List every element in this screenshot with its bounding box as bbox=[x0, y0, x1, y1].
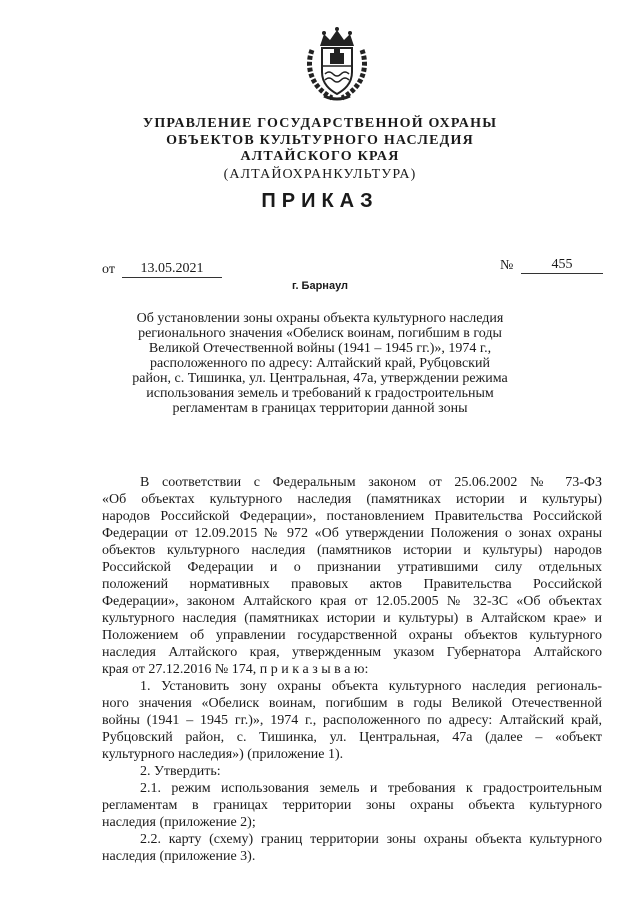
org-name-line-2: ОБЪЕКТОВ КУЛЬТУРНОГО НАСЛЕДИЯ bbox=[166, 133, 474, 148]
body-line: края от 27.12.2016 № 174, п р и к а з ы в а ю: bbox=[102, 662, 369, 677]
title-line: регламентам в границах территории данной зоны bbox=[172, 401, 468, 416]
body-line: объектов культурного наследия (памятников истории и культуры) народов bbox=[102, 543, 602, 558]
date-label: от bbox=[102, 262, 115, 277]
body-line: 2.2. карту (схему) границ территории зоны охраны объекта культурного bbox=[140, 832, 602, 847]
body-line: «Об объектах культурного наследия (памятниках истории и культуры) bbox=[102, 492, 602, 507]
body-line: культурного наследия») (приложение 1). bbox=[102, 747, 344, 762]
title-line: регионального значения «Обелиск воинам, погибшим в годы bbox=[138, 326, 502, 341]
body-line: Федерации», законом Алтайского края от 12.05.2005 № 32-ЗС «Об объектах bbox=[102, 594, 602, 609]
body-line: 2. Утвердить: bbox=[140, 764, 221, 779]
altai-krai-coat-of-arms-icon bbox=[302, 26, 372, 102]
body-line: 1. Установить зону охраны объекта культурного наследия региональ- bbox=[140, 679, 602, 694]
document-number: 455 bbox=[521, 256, 603, 274]
body-line: народов Российской Федерации», постановлением Правительства Российской bbox=[102, 509, 602, 524]
document-type-title: ПРИКАЗ bbox=[261, 190, 379, 212]
org-name-line-1: УПРАВЛЕНИЕ ГОСУДАРСТВЕННОЙ ОХРАНЫ bbox=[142, 116, 498, 131]
body-line: регламентам в границах территории зоны охраны объекта культурного bbox=[102, 798, 602, 813]
title-line: район, с. Тишинка, ул. Центральная, 47а, утверждении режима bbox=[132, 371, 508, 386]
body-line: наследия (приложение 2); bbox=[102, 815, 256, 830]
body-line: культурного наследия (памятниках истории и культуры) в Алтайском крае» и bbox=[102, 611, 602, 626]
body-line: 2.1. режим использования земель и требования к градостроительным bbox=[140, 781, 602, 796]
title-line: использования земель и требований к градостроительным bbox=[146, 386, 494, 401]
body-line: наследия (приложение 3). bbox=[102, 849, 256, 864]
body-line: В соответствии с Федеральным законом от 25.06.2002 № 73-ФЗ bbox=[140, 475, 602, 490]
body-line: Положением об управлении государственной охраны объектов культурного bbox=[102, 628, 602, 643]
body-line: Федерации от 12.09.2015 № 972 «Об утверждении Положения о зонах охраны bbox=[102, 526, 602, 541]
number-label: № bbox=[500, 258, 514, 273]
org-abbreviation: (АЛТАЙОХРАНКУЛЬТУРА) bbox=[223, 167, 417, 182]
title-line: Об установлении зоны охраны объекта культурного наследия bbox=[136, 311, 504, 326]
body-line: Российской Федерации и о признании утратившими силу отдельных bbox=[102, 560, 602, 575]
body-line: наследия Алтайского края, утвержденным указом Губернатора Алтайского bbox=[102, 645, 602, 660]
title-line: расположенного по адресу: Алтайский край, Рубцовский bbox=[150, 356, 490, 371]
city-name: г. Барнаул bbox=[291, 280, 349, 292]
body-line: положений нормативных правовых актов Правительства Российской bbox=[102, 577, 602, 592]
org-name-line-3: АЛТАЙСКОГО КРАЯ bbox=[240, 149, 400, 164]
title-line: Великой Отечественной войны (1941 – 1945 гг.)», 1974 г., bbox=[148, 341, 492, 356]
body-line: войны (1941 – 1945 гг.)», 1974 г., расположенного по адресу: Алтайский край, bbox=[102, 713, 602, 728]
document-date: 13.05.2021 bbox=[122, 260, 222, 278]
body-line: Рубцовский район, с. Тишинка, ул. Центральная, 47а (далее – «объект bbox=[102, 730, 602, 745]
body-line: ного значения «Обелиск воинам, погибшим в годы Великой Отечественной bbox=[102, 696, 602, 711]
